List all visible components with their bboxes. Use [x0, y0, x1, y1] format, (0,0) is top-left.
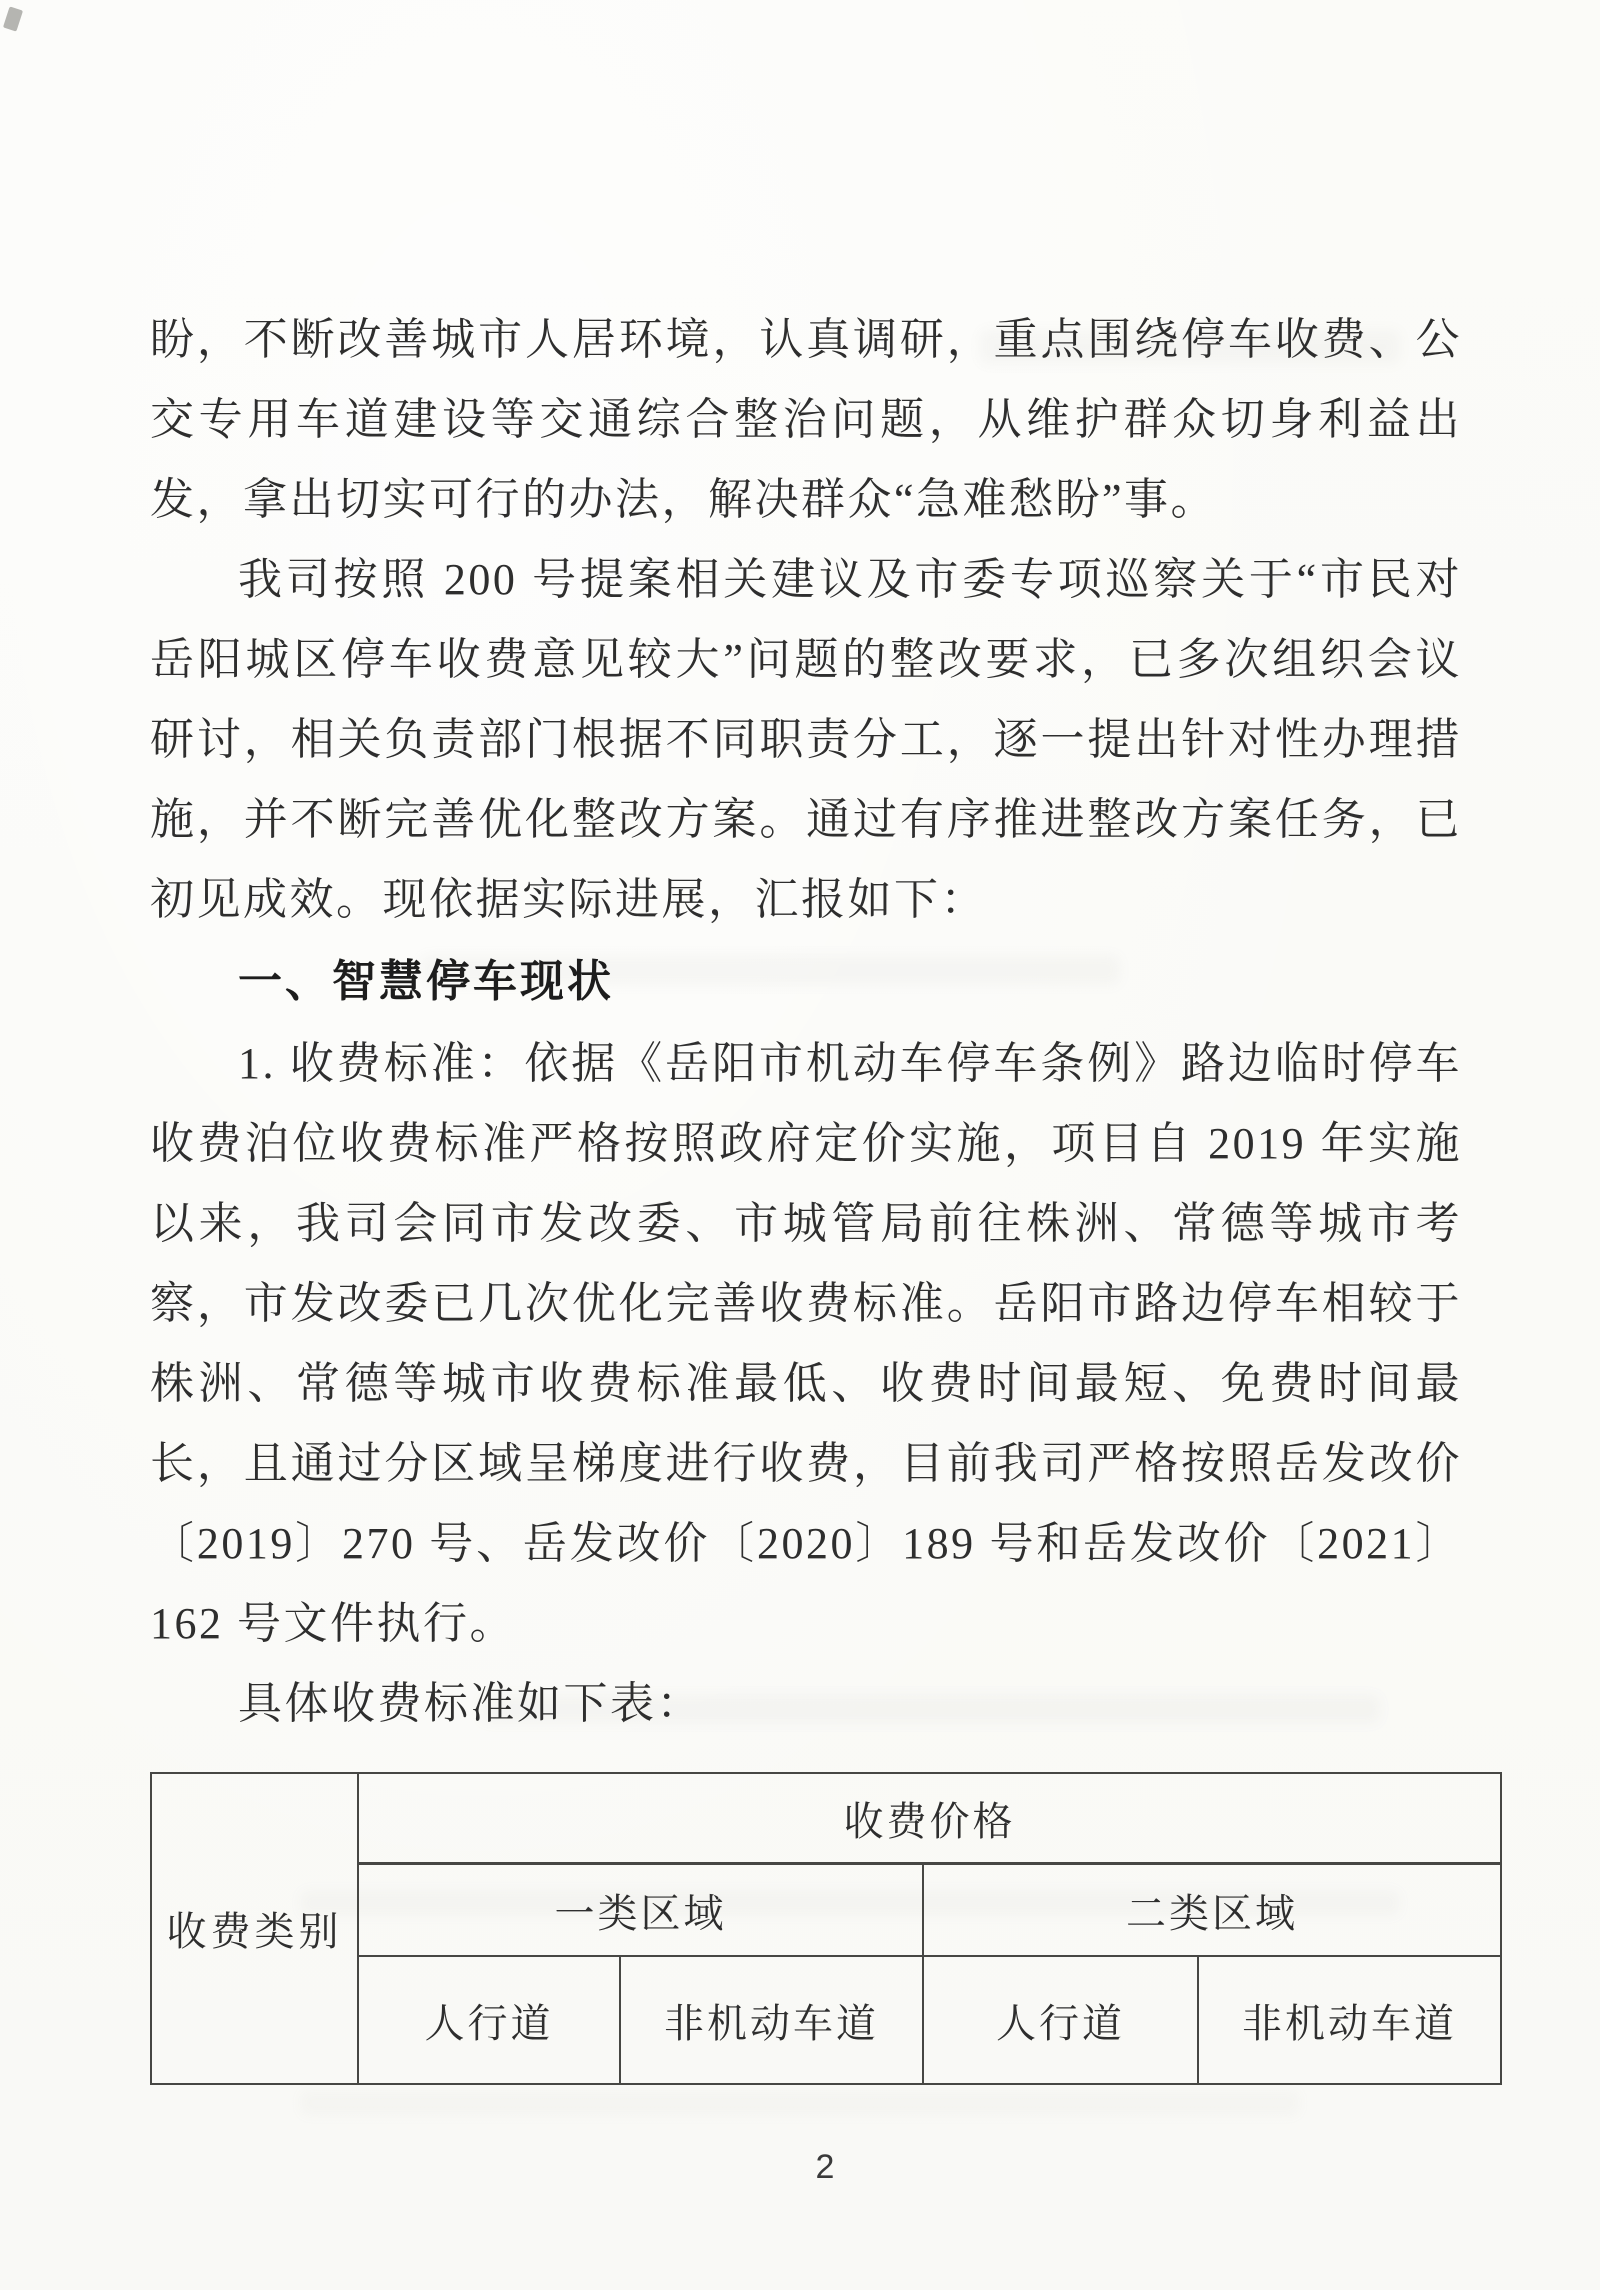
lane-header-cell-nonmotor-zone1: 非机动车道 — [620, 1956, 923, 2084]
zone2-header-cell: 二类区域 — [923, 1864, 1501, 1957]
scan-bleed-artifact — [300, 2090, 1300, 2116]
lane-header-cell-sidewalk-zone2: 人行道 — [923, 1956, 1198, 2084]
paragraph-continuation: 盼，不断改善城市人居环境，认真调研，重点围绕停车收费、公交专用车道建设等交通综合整治问题，从维护群众切身利益出发，拿出切实可行的办法，解决群众“急难愁盼”事。 — [150, 315, 1462, 524]
paragraph-fee-standard: 1. 收费标准：依据《岳阳市机动车停车条例》路边临时停车收费泊位收费标准严格按照政府定价实施，项目自 2019 年实施以来，我司会同市发改委、市城管局前往株洲、常德等城市考察，市发改委已几次优化完善收费标准。岳阳市路边停车相较于株洲、常德等城市收费标准最低、收费时间最短、免费时间最长，且通过分区域呈梯度进行收费，目前我司严格按照岳发改价〔2019〕270 号、岳发改价〔2020〕189 号和岳发改价〔2021〕162 号文件执行。 — [150, 1039, 1462, 1648]
fee-category-header-cell: 收费类别 — [151, 1773, 358, 2084]
page-number: 2 — [815, 2148, 835, 2186]
section-heading: 一、智慧停车现状 — [238, 957, 614, 1006]
fee-standard-table — [150, 1772, 1502, 2085]
document-body — [150, 300, 1462, 1744]
paragraph-overview: 我司按照 200 号提案相关建议及市委专项巡察关于“市民对岳阳城区停车收费意见较大”问题的整改要求，已多次组织会议研讨，相关负责部门根据不同职责分工，逐一提出针对性办理措施，并不断完善优化整改方案。通过有序推进整改方案任务，已初见成效。现依据实际进展，汇报如下： — [150, 555, 1462, 924]
table-row-price-header — [151, 1773, 1501, 1864]
fee-price-header-cell: 收费价格 — [358, 1773, 1501, 1864]
paragraph-table-intro: 具体收费标准如下表： — [238, 1679, 703, 1728]
lane-header-cell-sidewalk-zone1: 人行道 — [358, 1956, 620, 2084]
zone1-header-cell: 一类区域 — [358, 1864, 923, 1957]
lane-header-cell-nonmotor-zone2: 非机动车道 — [1198, 1956, 1501, 2084]
